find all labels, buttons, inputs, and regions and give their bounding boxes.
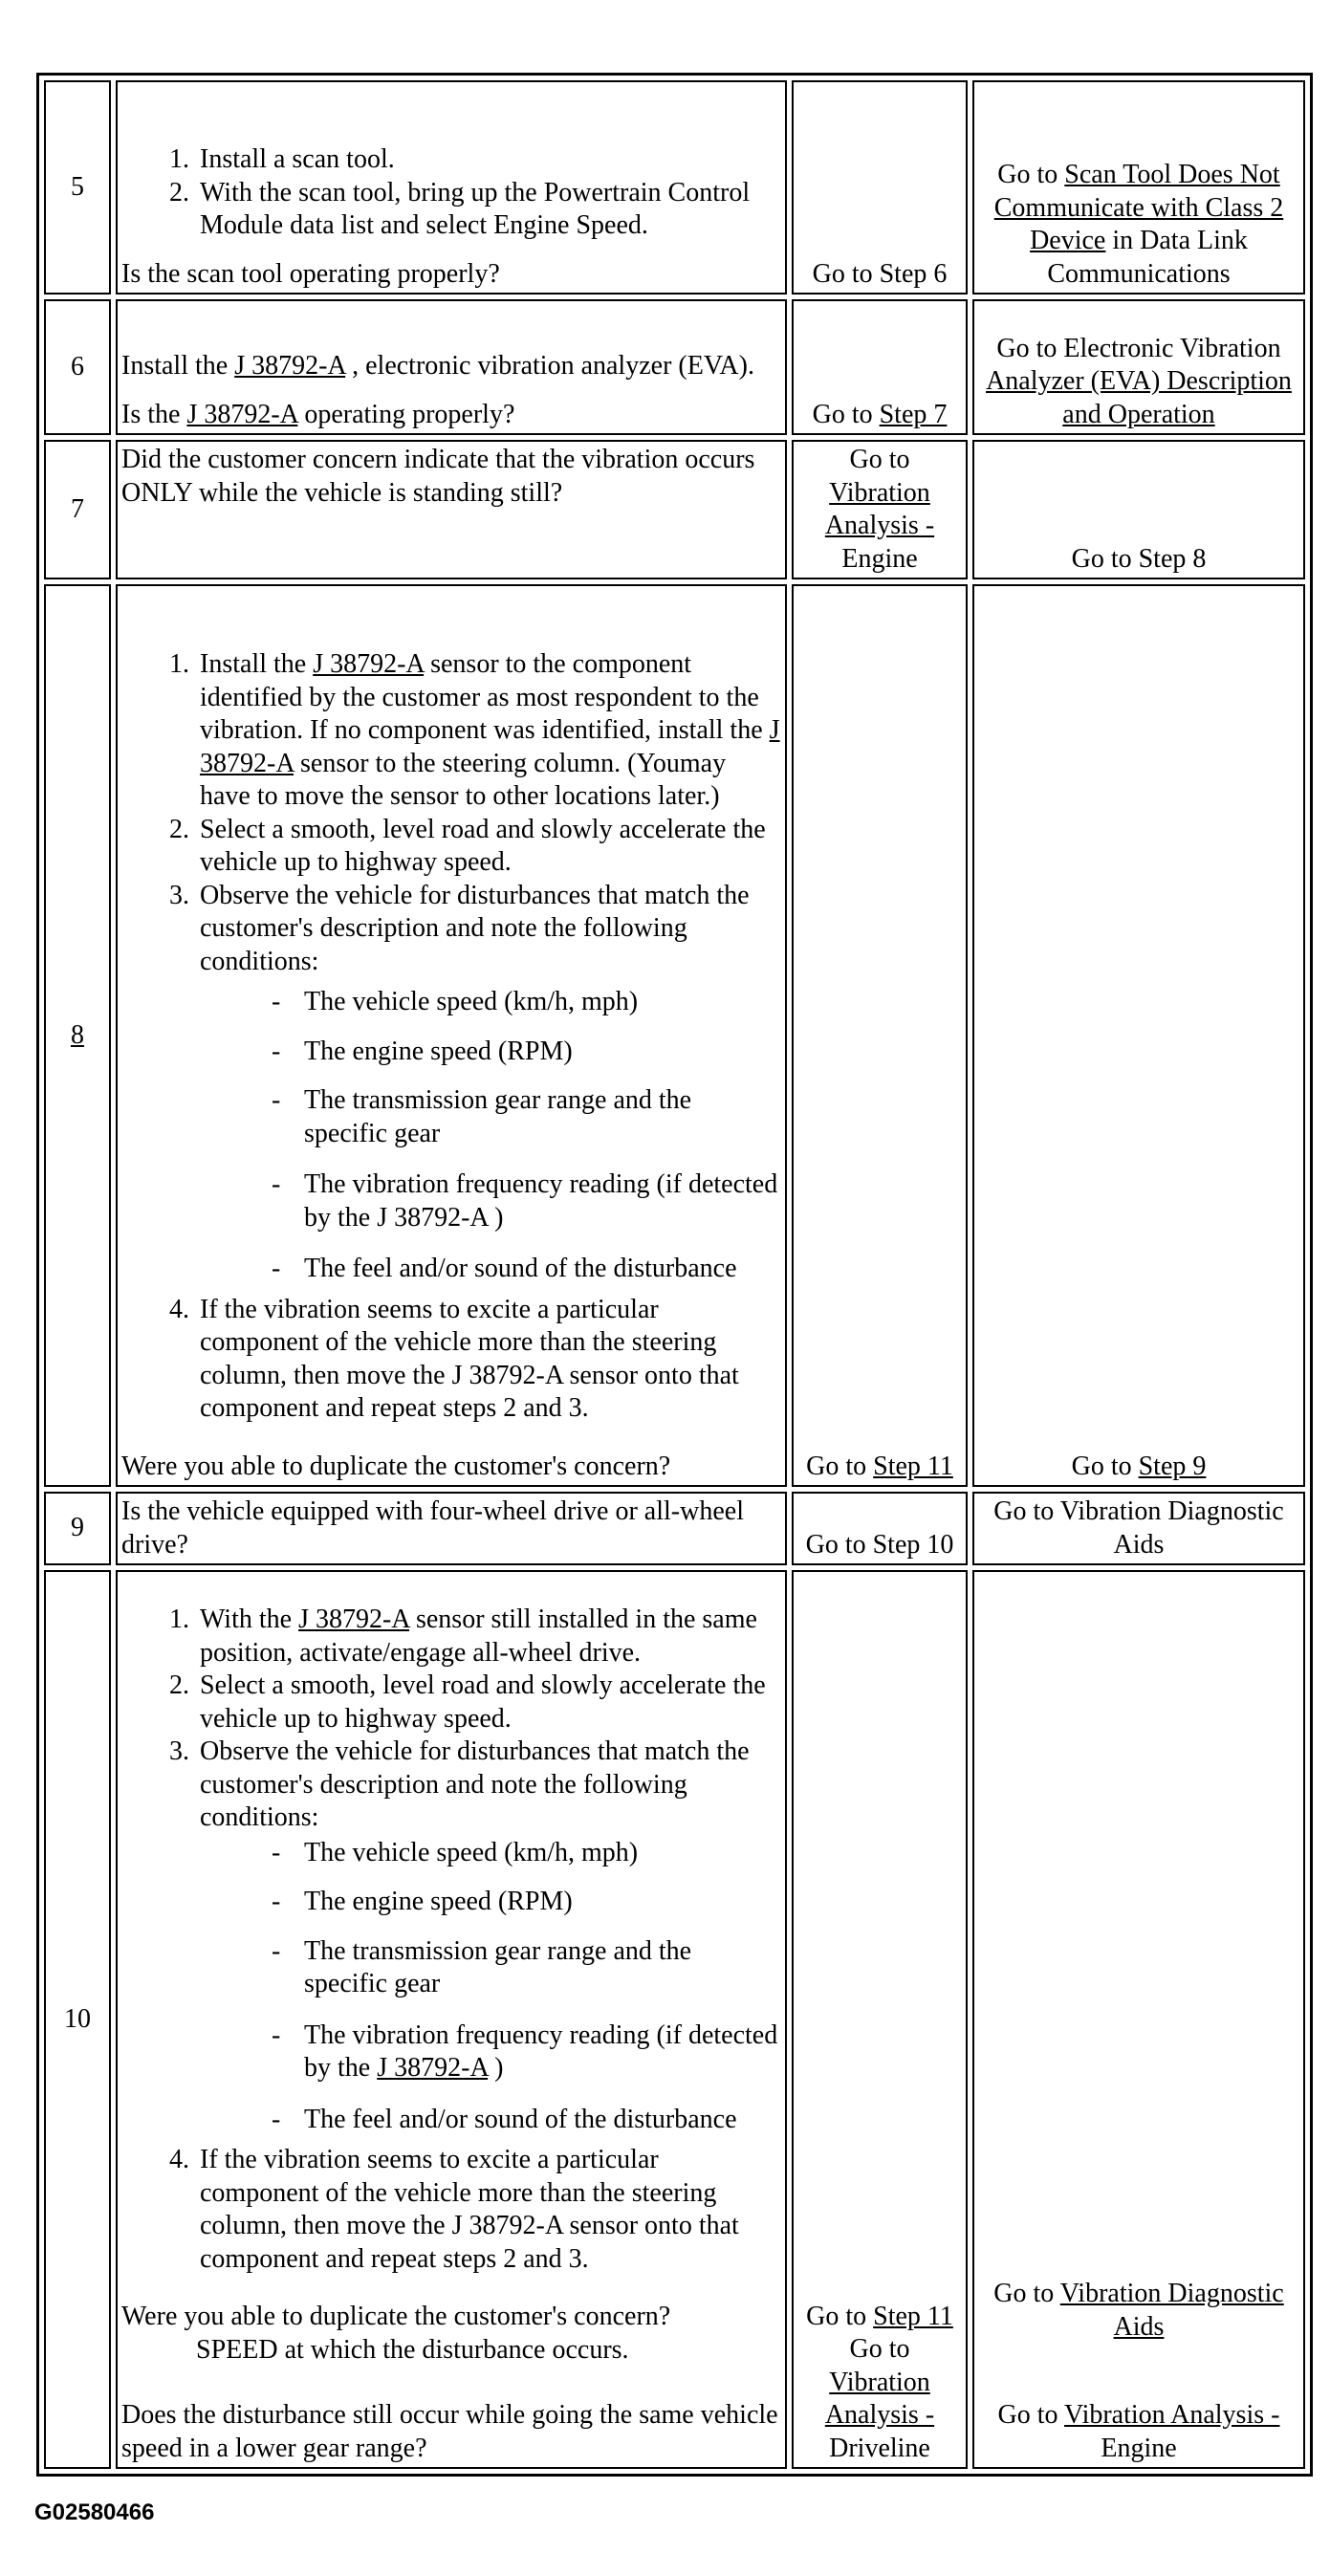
- link-eva-description[interactable]: Analyzer (EVA) Description and Operation: [986, 366, 1292, 429]
- text: With the: [200, 1605, 299, 1634]
- condition-item: - The feel and/or sound of the disturbance: [300, 1253, 781, 1286]
- step-number: 7: [44, 440, 111, 579]
- text: Engine: [1101, 2433, 1177, 2463]
- step-number: 6: [44, 299, 111, 435]
- text: Observe the vehicle for disturbances that match the customer's description and note the following conditions:: [200, 1736, 750, 1832]
- action-cell: [116, 584, 787, 1487]
- action-item: [196, 880, 781, 1286]
- step-number: [44, 584, 111, 1487]
- tool-link[interactable]: J 38792-A: [186, 399, 298, 429]
- action-cell: [116, 299, 787, 435]
- action-cell: [116, 80, 787, 295]
- tool-link[interactable]: J 38792-A: [200, 715, 780, 778]
- yes-cell: [792, 1570, 968, 2469]
- yes-cell: [792, 440, 968, 579]
- action-item: 2. With the scan tool, bring up the Powertrain Control Module data list and select Engine Speed.: [196, 177, 781, 243]
- text: Go to: [806, 1451, 874, 1481]
- link-step-9[interactable]: Step 9: [1138, 1451, 1207, 1481]
- no-cell: [972, 80, 1305, 295]
- text: The vibration frequency reading (if detected by the: [304, 2019, 778, 2083]
- condition-item: - The transmission gear range and the specific gear: [300, 1084, 781, 1150]
- question-text: Is the scan tool operating properly?: [121, 258, 500, 289]
- yes-cell: [792, 299, 968, 435]
- no-option: [978, 2278, 1299, 2344]
- text: ): [488, 2053, 504, 2083]
- figure-id: G02580466: [34, 2500, 155, 2525]
- link-vibration-diagnostic-aids[interactable]: Vibration Diagnostic Aids: [1059, 2279, 1284, 2342]
- note-text: SPEED at which the disturbance occurs.: [196, 2334, 629, 2365]
- step-number: 5: [44, 80, 111, 295]
- link-scan-tool-does-not-communicate[interactable]: Scan Tool Does Not Communicate with Class 2 Device: [993, 160, 1284, 255]
- condition-item: [300, 2019, 781, 2085]
- table-row: [44, 1492, 1305, 1565]
- no-cell: [972, 584, 1305, 1487]
- text: sensor to the component identified by the customer as most respondent to the vibration. If no component was identified, install the: [200, 649, 770, 745]
- step-link[interactable]: 8: [71, 1019, 84, 1050]
- question-text: Were you able to duplicate the customer's concern?: [121, 2302, 671, 2331]
- diagnostic-table: [36, 73, 1313, 2477]
- no-cell: [972, 299, 1305, 435]
- action-item: [196, 1604, 781, 1670]
- question-text: [121, 399, 781, 432]
- table-row: [44, 440, 1305, 579]
- action-item: 2. Select a smooth, level road and slowly accelerate the vehicle up to highway speed.: [196, 1670, 781, 1736]
- text: sensor to the steering column. (Youmay have to move the sensor to other locations later.): [200, 748, 727, 811]
- text: Go to: [812, 399, 880, 429]
- text: Go to: [1071, 1451, 1139, 1481]
- text: Go to: [997, 2400, 1065, 2430]
- text: Go to Electronic Vibration: [996, 333, 1281, 363]
- text: Install the: [200, 649, 314, 679]
- action-item: 1. Install a scan tool.: [196, 143, 781, 177]
- action-item: [196, 1736, 781, 2136]
- action-cell: [116, 1570, 787, 2469]
- table-row: [44, 584, 1305, 1487]
- question-text: Does the disturbance still occur while going the same vehicle speed in a lower gear range?: [121, 2400, 778, 2463]
- condition-item: - The engine speed (RPM): [300, 1886, 781, 1919]
- text: Is the: [121, 399, 187, 429]
- question-text: Is the vehicle equipped with four-wheel drive or all-wheel drive?: [116, 1492, 787, 1565]
- condition-item: - The engine speed (RPM): [300, 1036, 781, 1069]
- no-cell: Go to Vibration Diagnostic Aids: [972, 1492, 1305, 1565]
- link-step-11[interactable]: Step 11: [873, 2301, 953, 2331]
- action-text: [121, 350, 781, 383]
- table-row: [44, 80, 1305, 295]
- link-step-7[interactable]: Step 7: [879, 399, 948, 429]
- text: Go to: [993, 2279, 1060, 2308]
- yes-cell: Go to Step 6: [792, 80, 968, 295]
- text: Install the: [121, 351, 235, 381]
- text: Go to: [849, 445, 910, 474]
- text: sensor still installed in the same position, activate/engage all-wheel drive.: [200, 1605, 757, 1668]
- link-vibration-analysis-driveline[interactable]: Vibration Analysis -: [824, 2367, 935, 2430]
- action-item: 4. If the vibration seems to excite a particular component of the vehicle more than the steering column, then move the J 38792-A sensor onto that component and repeat steps 2 and 3.: [196, 2144, 781, 2276]
- no-text: in Data Link Communications: [1047, 226, 1248, 289]
- condition-item: - The vehicle speed (km/h, mph): [300, 1837, 781, 1870]
- question-text: Were you able to duplicate the customer's concern?: [121, 1451, 671, 1481]
- yes-cell: [792, 584, 968, 1487]
- tool-link[interactable]: J 38792-A: [234, 351, 346, 381]
- text: operating properly?: [297, 399, 515, 429]
- no-text: Go to: [997, 160, 1065, 189]
- link-vibration-analysis-engine[interactable]: Vibration Analysis -: [824, 477, 935, 540]
- condition-item: - The vehicle speed (km/h, mph): [300, 986, 781, 1019]
- text: Go to: [849, 2334, 910, 2364]
- step-number: 9: [44, 1492, 111, 1565]
- text: Driveline: [829, 2433, 930, 2463]
- action-item: 4. If the vibration seems to excite a particular component of the vehicle more than the steering column, then move the J 38792-A sensor onto that component and repeat steps 2 and 3.: [196, 1294, 781, 1426]
- step-number: 10: [44, 1570, 111, 2469]
- link-step-11[interactable]: Step 11: [873, 1451, 953, 1481]
- condition-item: - The vibration frequency reading (if detected by the J 38792-A ): [300, 1168, 781, 1234]
- tool-link[interactable]: J 38792-A: [313, 649, 425, 679]
- no-cell: [972, 1570, 1305, 2469]
- action-item: [196, 648, 781, 814]
- yes-cell: Go to Step 10: [792, 1492, 968, 1565]
- condition-item: - The feel and/or sound of the disturbance: [300, 2104, 781, 2137]
- action-item: 2. Select a smooth, level road and slowly accelerate the vehicle up to highway speed.: [196, 814, 781, 880]
- text: Go to: [806, 2301, 874, 2331]
- link-vibration-analysis-engine[interactable]: Vibration Analysis -: [1064, 2400, 1280, 2430]
- table-row: [44, 1570, 1305, 2469]
- table-row: [44, 299, 1305, 435]
- no-option: [978, 2399, 1299, 2465]
- tool-link[interactable]: J 38792-A: [298, 1605, 409, 1634]
- tool-link[interactable]: J 38792-A: [377, 2053, 489, 2083]
- condition-item: - The transmission gear range and the specific gear: [300, 1935, 781, 2001]
- text: , electronic vibration analyzer (EVA).: [345, 351, 754, 381]
- text: Observe the vehicle for disturbances that match the customer's description and note the following conditions:: [200, 880, 750, 976]
- text: Engine: [841, 543, 918, 574]
- question-text: Did the customer concern indicate that the vibration occurs ONLY while the vehicle is standing still?: [116, 440, 787, 579]
- no-cell: Go to Step 8: [972, 440, 1305, 579]
